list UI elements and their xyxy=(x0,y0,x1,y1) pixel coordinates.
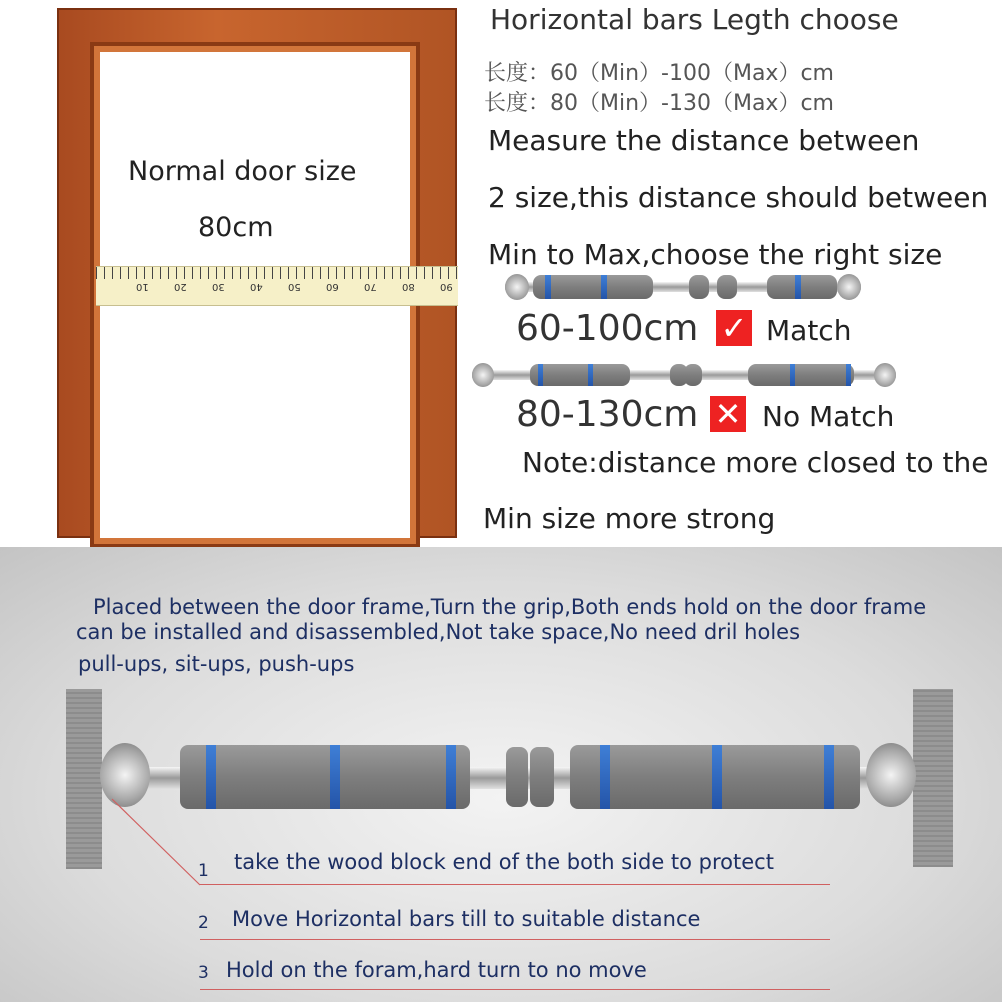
tape-number: 80 xyxy=(402,281,415,292)
step-2-underline xyxy=(200,939,830,940)
measure-text-2: 2 size,this distance should between xyxy=(488,181,989,214)
cross-icon: ✕ xyxy=(710,396,746,432)
step-1-number: 1 xyxy=(198,861,209,881)
length-spec-2: 长度：80（Min）-130（Max）cm xyxy=(484,91,834,116)
pointer-line xyxy=(100,797,220,897)
step-3-number: 3 xyxy=(198,963,209,983)
step-2-text: Move Horizontal bars till to suitable distance xyxy=(232,907,701,931)
step-1-underline xyxy=(200,884,830,885)
door-size-value: 80cm xyxy=(198,212,274,243)
tape-number: 20 xyxy=(174,281,187,292)
option-1-result: Match xyxy=(766,314,852,347)
installation-panel xyxy=(0,547,1002,1002)
measure-text-1: Measure the distance between xyxy=(488,124,920,157)
right-wall xyxy=(913,689,953,867)
step-1-text: take the wood block end of the both side to protect xyxy=(234,850,774,874)
length-spec-1: 长度：60（Min）-100（Max）cm xyxy=(484,61,834,86)
pullup-bar-short-image xyxy=(505,272,861,302)
install-text-3: pull-ups, sit-ups, push-ups xyxy=(78,652,355,676)
tape-number: 10 xyxy=(136,281,149,292)
measure-text-3: Min to Max,choose the right size xyxy=(488,238,943,271)
step-2-number: 2 xyxy=(198,913,209,933)
measuring-tape xyxy=(96,266,458,306)
tape-number: 60 xyxy=(326,281,339,292)
pullup-bar-long-image xyxy=(472,360,896,390)
option-2-result: No Match xyxy=(762,400,895,433)
tape-number: 70 xyxy=(364,281,377,292)
install-text-1: Placed between the door frame,Turn the grip,Both ends hold on the door frame xyxy=(93,595,927,619)
length-heading: Horizontal bars Legth choose xyxy=(490,3,899,36)
tape-number: 90 xyxy=(440,281,453,292)
door-size-label: Normal door size xyxy=(128,156,357,187)
check-icon: ✓ xyxy=(716,310,752,346)
step-3-underline xyxy=(200,989,830,990)
note-text-2: Min size more strong xyxy=(483,502,776,535)
option-1-size: 60-100cm xyxy=(516,308,699,349)
tape-number: 30 xyxy=(212,281,225,292)
tape-number: 40 xyxy=(250,281,263,292)
note-text-1: Note:distance more closed to the xyxy=(522,446,989,479)
tape-number: 50 xyxy=(288,281,301,292)
option-2-size: 80-130cm xyxy=(516,394,699,435)
pullup-bar-installed xyxy=(100,737,916,817)
install-text-2: can be installed and disassembled,Not take space,No need dril holes xyxy=(76,620,801,644)
step-3-text: Hold on the foram,hard turn to no move xyxy=(226,958,647,982)
left-wall xyxy=(66,689,102,869)
